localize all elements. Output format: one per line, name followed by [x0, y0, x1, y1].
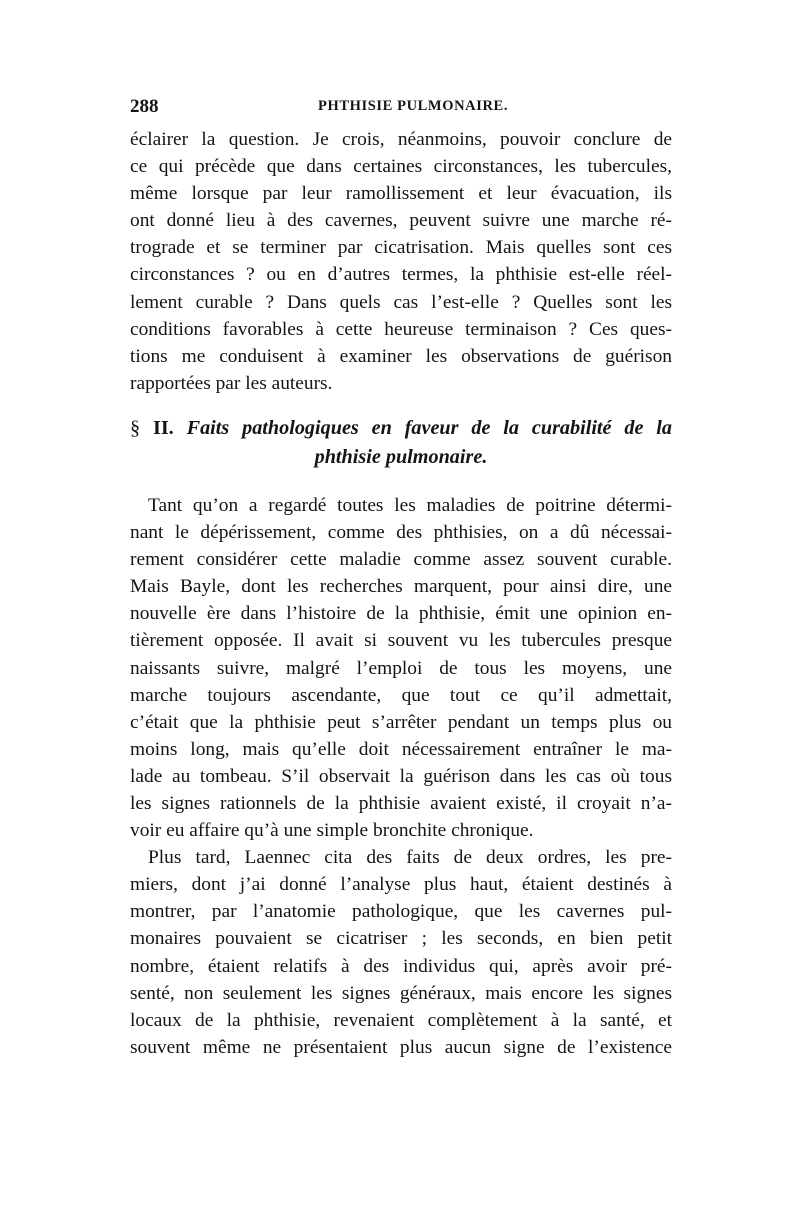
- text-line: naissants suivre, malgré l’emploi de tous les moyens, une: [130, 657, 672, 679]
- text-line: tions me conduisent à examiner les observations de guérison: [130, 345, 672, 367]
- text-line: nouvelle ère dans l’histoire de la phthisie, émit une opinion en-: [130, 603, 672, 625]
- text-line: marche toujours ascendante, que tout ce qu’il admettait,: [130, 684, 672, 706]
- text-line: ce qui précède que dans certaines circonstances, les tubercules,: [130, 156, 672, 178]
- text-line: Mais Bayle, dont les recherches marquent, pour ainsi dire, une: [130, 576, 672, 598]
- text-line: rapportées par les auteurs.: [130, 372, 333, 394]
- text-line: trograde et se terminer par cicatrisation. Mais quelles sont ces: [130, 237, 672, 259]
- spacer: [130, 472, 672, 492]
- section-title-part-2: phthisie pulmonaire.: [314, 445, 488, 468]
- text-line: senté, non seulement les signes généraux, mais encore les signes: [130, 982, 672, 1004]
- text-line: même lorsque par leur ramollissement et leur évacuation, ils: [130, 183, 672, 205]
- section-heading: [130, 414, 672, 472]
- page-number: 288: [130, 96, 159, 117]
- text-line: tièrement opposée. Il avait si souvent vu les tubercules presque: [130, 630, 672, 652]
- text-line: c’était que la phthisie peut s’arrêter pendant un temps plus ou: [130, 711, 672, 733]
- text-line: montrer, par l’anatomie pathologique, que les cavernes pul-: [130, 901, 672, 923]
- section-number: [130, 417, 174, 439]
- paragraph-3: [130, 844, 672, 1061]
- text-line: les signes rationnels de la phthisie avaient existé, il croyait n’a-: [130, 792, 672, 814]
- running-head: [130, 96, 672, 126]
- text-line: miers, dont j’ai donné l’analyse plus haut, étaient destinés à: [130, 874, 672, 896]
- paragraph-1: [130, 126, 672, 397]
- text-line: ont donné lieu à des cavernes, peuvent suivre une marche ré-: [130, 210, 672, 232]
- text-line: monaires pouvaient se cicatriser ; les seconds, en bien petit: [130, 928, 672, 950]
- section-heading-line-1: [130, 414, 672, 443]
- section-roman-numeral: II.: [152, 416, 174, 439]
- text-line: souvent même ne présentaient plus aucun signe de l’existence: [130, 1036, 672, 1058]
- text-line: nant le dépérissement, comme des phthisies, on a dû nécessai-: [130, 522, 672, 544]
- text-line: nombre, étaient relatifs à des individus qui, après avoir pré-: [130, 955, 672, 977]
- text-line: Tant qu’on a regardé toutes les maladies de poitrine détermi-: [148, 494, 672, 516]
- text-line: lement curable ? Dans quels cas l’est-elle ? Quelles sont les: [130, 291, 672, 313]
- text-line: lade au tombeau. S’il observait la guérison dans les cas où tous: [130, 765, 672, 787]
- text-line: éclairer la question. Je crois, néanmoins, pouvoir conclure de: [130, 129, 672, 150]
- text-line: rement considérer cette maladie comme assez souvent curable.: [130, 549, 672, 571]
- section-sign: §: [130, 416, 141, 439]
- section-title-part-1: Faits pathologiques en faveur de la curabilité de la: [186, 416, 672, 439]
- text-line: locaux de la phthisie, revenaient complètement à la santé, et: [130, 1009, 672, 1031]
- paragraph-2: [130, 492, 672, 844]
- text-line: conditions favorables à cette heureuse terminaison ? Ces ques-: [130, 318, 672, 340]
- book-page: [130, 96, 672, 1061]
- text-line: moins long, mais qu’elle doit nécessairement entraîner le ma-: [130, 738, 672, 760]
- text-line: circonstances ? ou en d’autres termes, la phthisie est-elle réel-: [130, 264, 672, 286]
- text-line: Plus tard, Laennec cita des faits de deux ordres, les pre-: [148, 847, 672, 869]
- running-title: PHTHISIE PULMONAIRE.: [318, 98, 509, 114]
- text-line: voir eu affaire qu’à une simple bronchite chronique.: [130, 820, 534, 842]
